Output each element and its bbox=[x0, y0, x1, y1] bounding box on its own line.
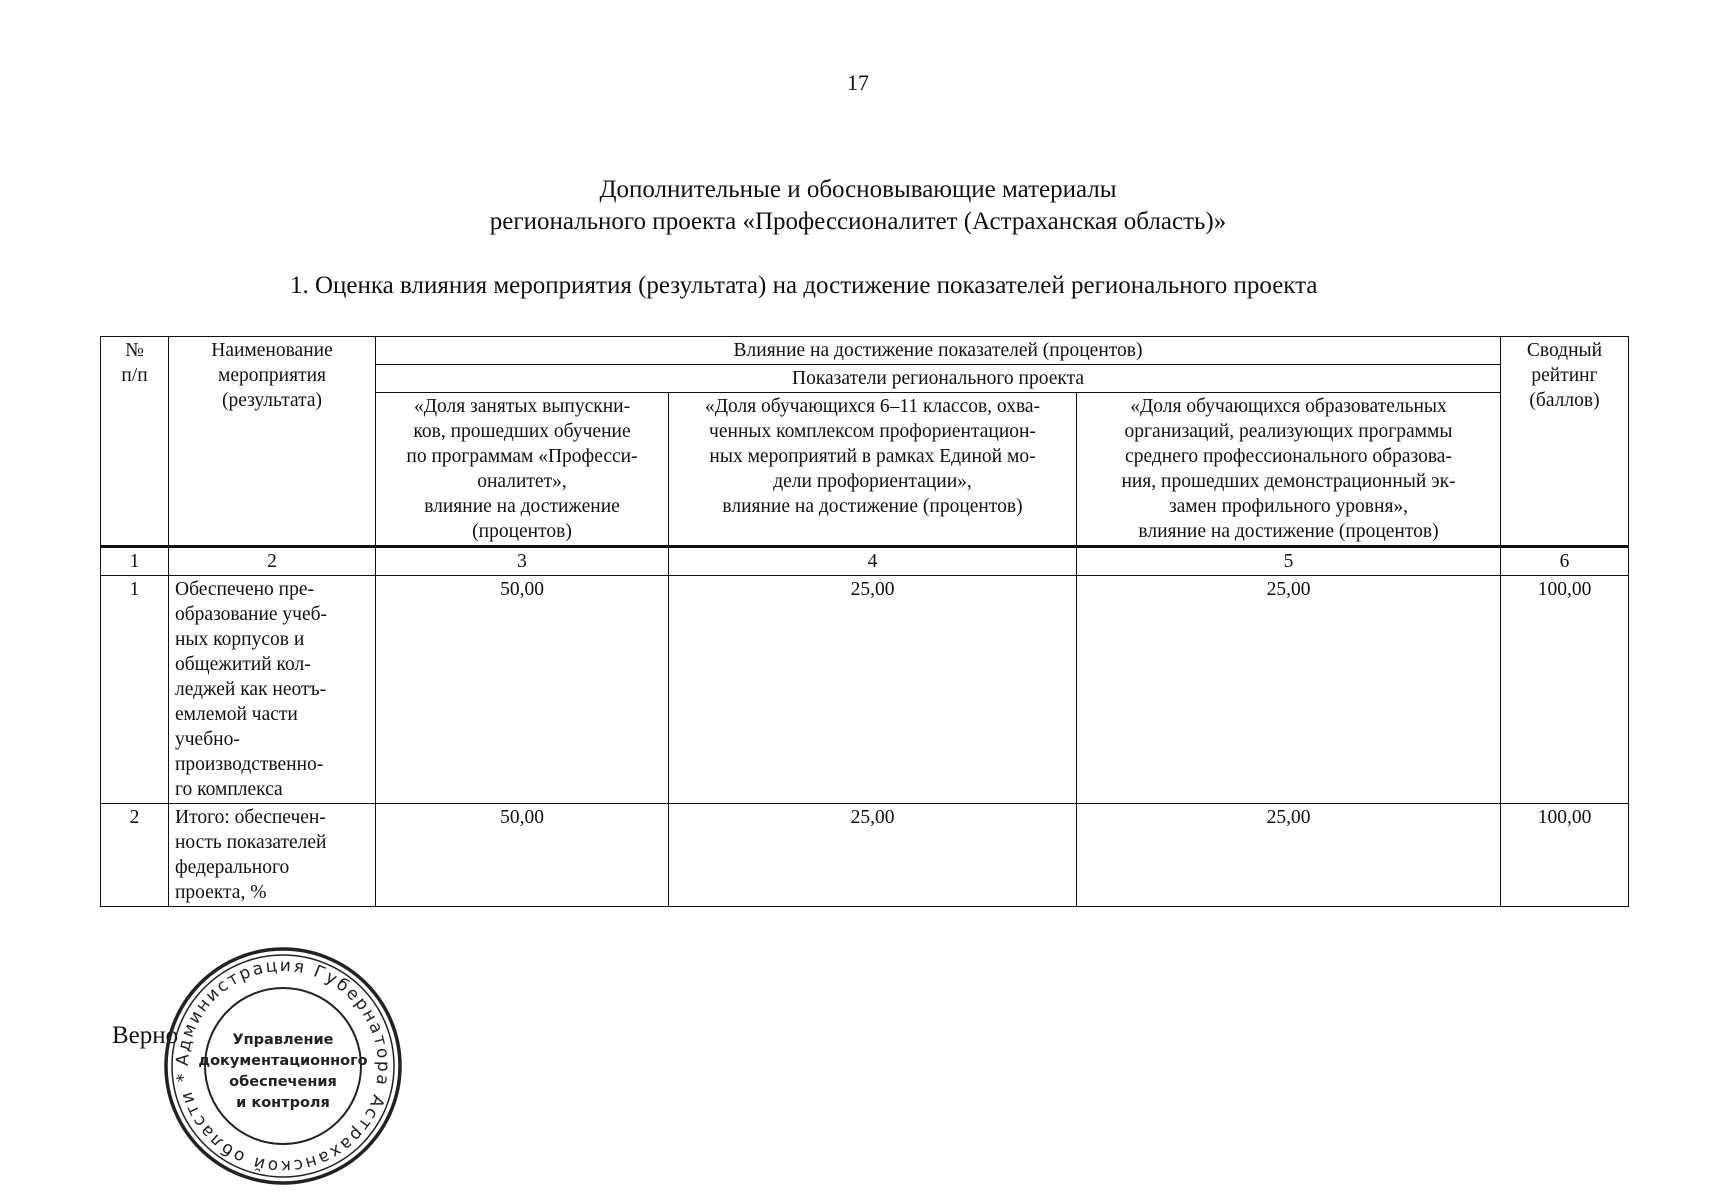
stamp-center-line-4: и контроля bbox=[236, 1095, 330, 1111]
stamp-center-line-3: обеспечения bbox=[229, 1074, 337, 1090]
header-num: № п/п bbox=[101, 337, 169, 547]
stamp-ring-text: Администрация Губернатора Астраханской области * bbox=[172, 955, 394, 1177]
document-title bbox=[0, 174, 1716, 238]
row-rating: 100,00 bbox=[1501, 804, 1629, 907]
column-number: 3 bbox=[376, 547, 669, 576]
row-col3: 50,00 bbox=[376, 804, 669, 907]
column-number: 5 bbox=[1077, 547, 1501, 576]
header-col4: «Доля обучающихся 6–11 классов, охва- ченных комплексом профориентацион- ных мероприятий в рамках Единой мо- дели профориентации», влияние на достижение (процентов) bbox=[669, 393, 1077, 547]
official-stamp bbox=[162, 945, 404, 1187]
header-col5: «Доля обучающихся образовательных организаций, реализующих программы среднего профессионального образова- ния, прошедших демонстрационный эк- замен профильного уровня», влияние на достижение (процентов) bbox=[1077, 393, 1501, 547]
row-col5: 25,00 bbox=[1077, 804, 1501, 907]
row-col5: 25,00 bbox=[1077, 576, 1501, 804]
header-name: Наименование мероприятия (результата) bbox=[169, 337, 376, 547]
section-heading: 1. Оценка влияния мероприятия (результата) на достижение показателей регионального проекта bbox=[290, 272, 1318, 299]
table-row bbox=[101, 576, 1629, 804]
row-name: Обеспечено пре- образование учеб- ных корпусов и общежитий кол- леджей как неотъ- емлемой части учебно- производственно- го комплекса bbox=[169, 576, 376, 804]
impact-table bbox=[100, 336, 1629, 907]
row-col3: 50,00 bbox=[376, 576, 669, 804]
row-num: 1 bbox=[101, 576, 169, 804]
row-col4: 25,00 bbox=[669, 804, 1077, 907]
header-influence: Влияние на достижение показателей (процентов) bbox=[376, 337, 1501, 365]
title-line-1: Дополнительные и обосновывающие материалы bbox=[599, 176, 1117, 203]
row-col4: 25,00 bbox=[669, 576, 1077, 804]
stamp-center-line-1: Управление bbox=[232, 1032, 334, 1048]
signature-verno: Верно bbox=[112, 1022, 179, 1049]
header-col3: «Доля занятых выпускни- ков, прошедших обучение по программам «Професси- оналитет», влияние на достижение (процентов) bbox=[376, 393, 669, 547]
header-rating: Сводный рейтинг (баллов) bbox=[1501, 337, 1629, 547]
header-row-1 bbox=[101, 337, 1629, 365]
column-number: 2 bbox=[169, 547, 376, 576]
row-name: Итого: обеспечен- ность показателей федерального проекта, % bbox=[169, 804, 376, 907]
column-number-row bbox=[101, 547, 1629, 576]
column-number: 1 bbox=[101, 547, 169, 576]
page-number: 17 bbox=[847, 70, 869, 95]
header-indicators: Показатели регионального проекта bbox=[376, 365, 1501, 393]
table-row bbox=[101, 804, 1629, 907]
row-rating: 100,00 bbox=[1501, 576, 1629, 804]
column-number: 6 bbox=[1501, 547, 1629, 576]
stamp-center-line-2: документационного bbox=[198, 1053, 368, 1069]
title-line-2: регионального проекта «Профессионалитет (Астраханская область)» bbox=[489, 208, 1227, 235]
column-number: 4 bbox=[669, 547, 1077, 576]
row-num: 2 bbox=[101, 804, 169, 907]
